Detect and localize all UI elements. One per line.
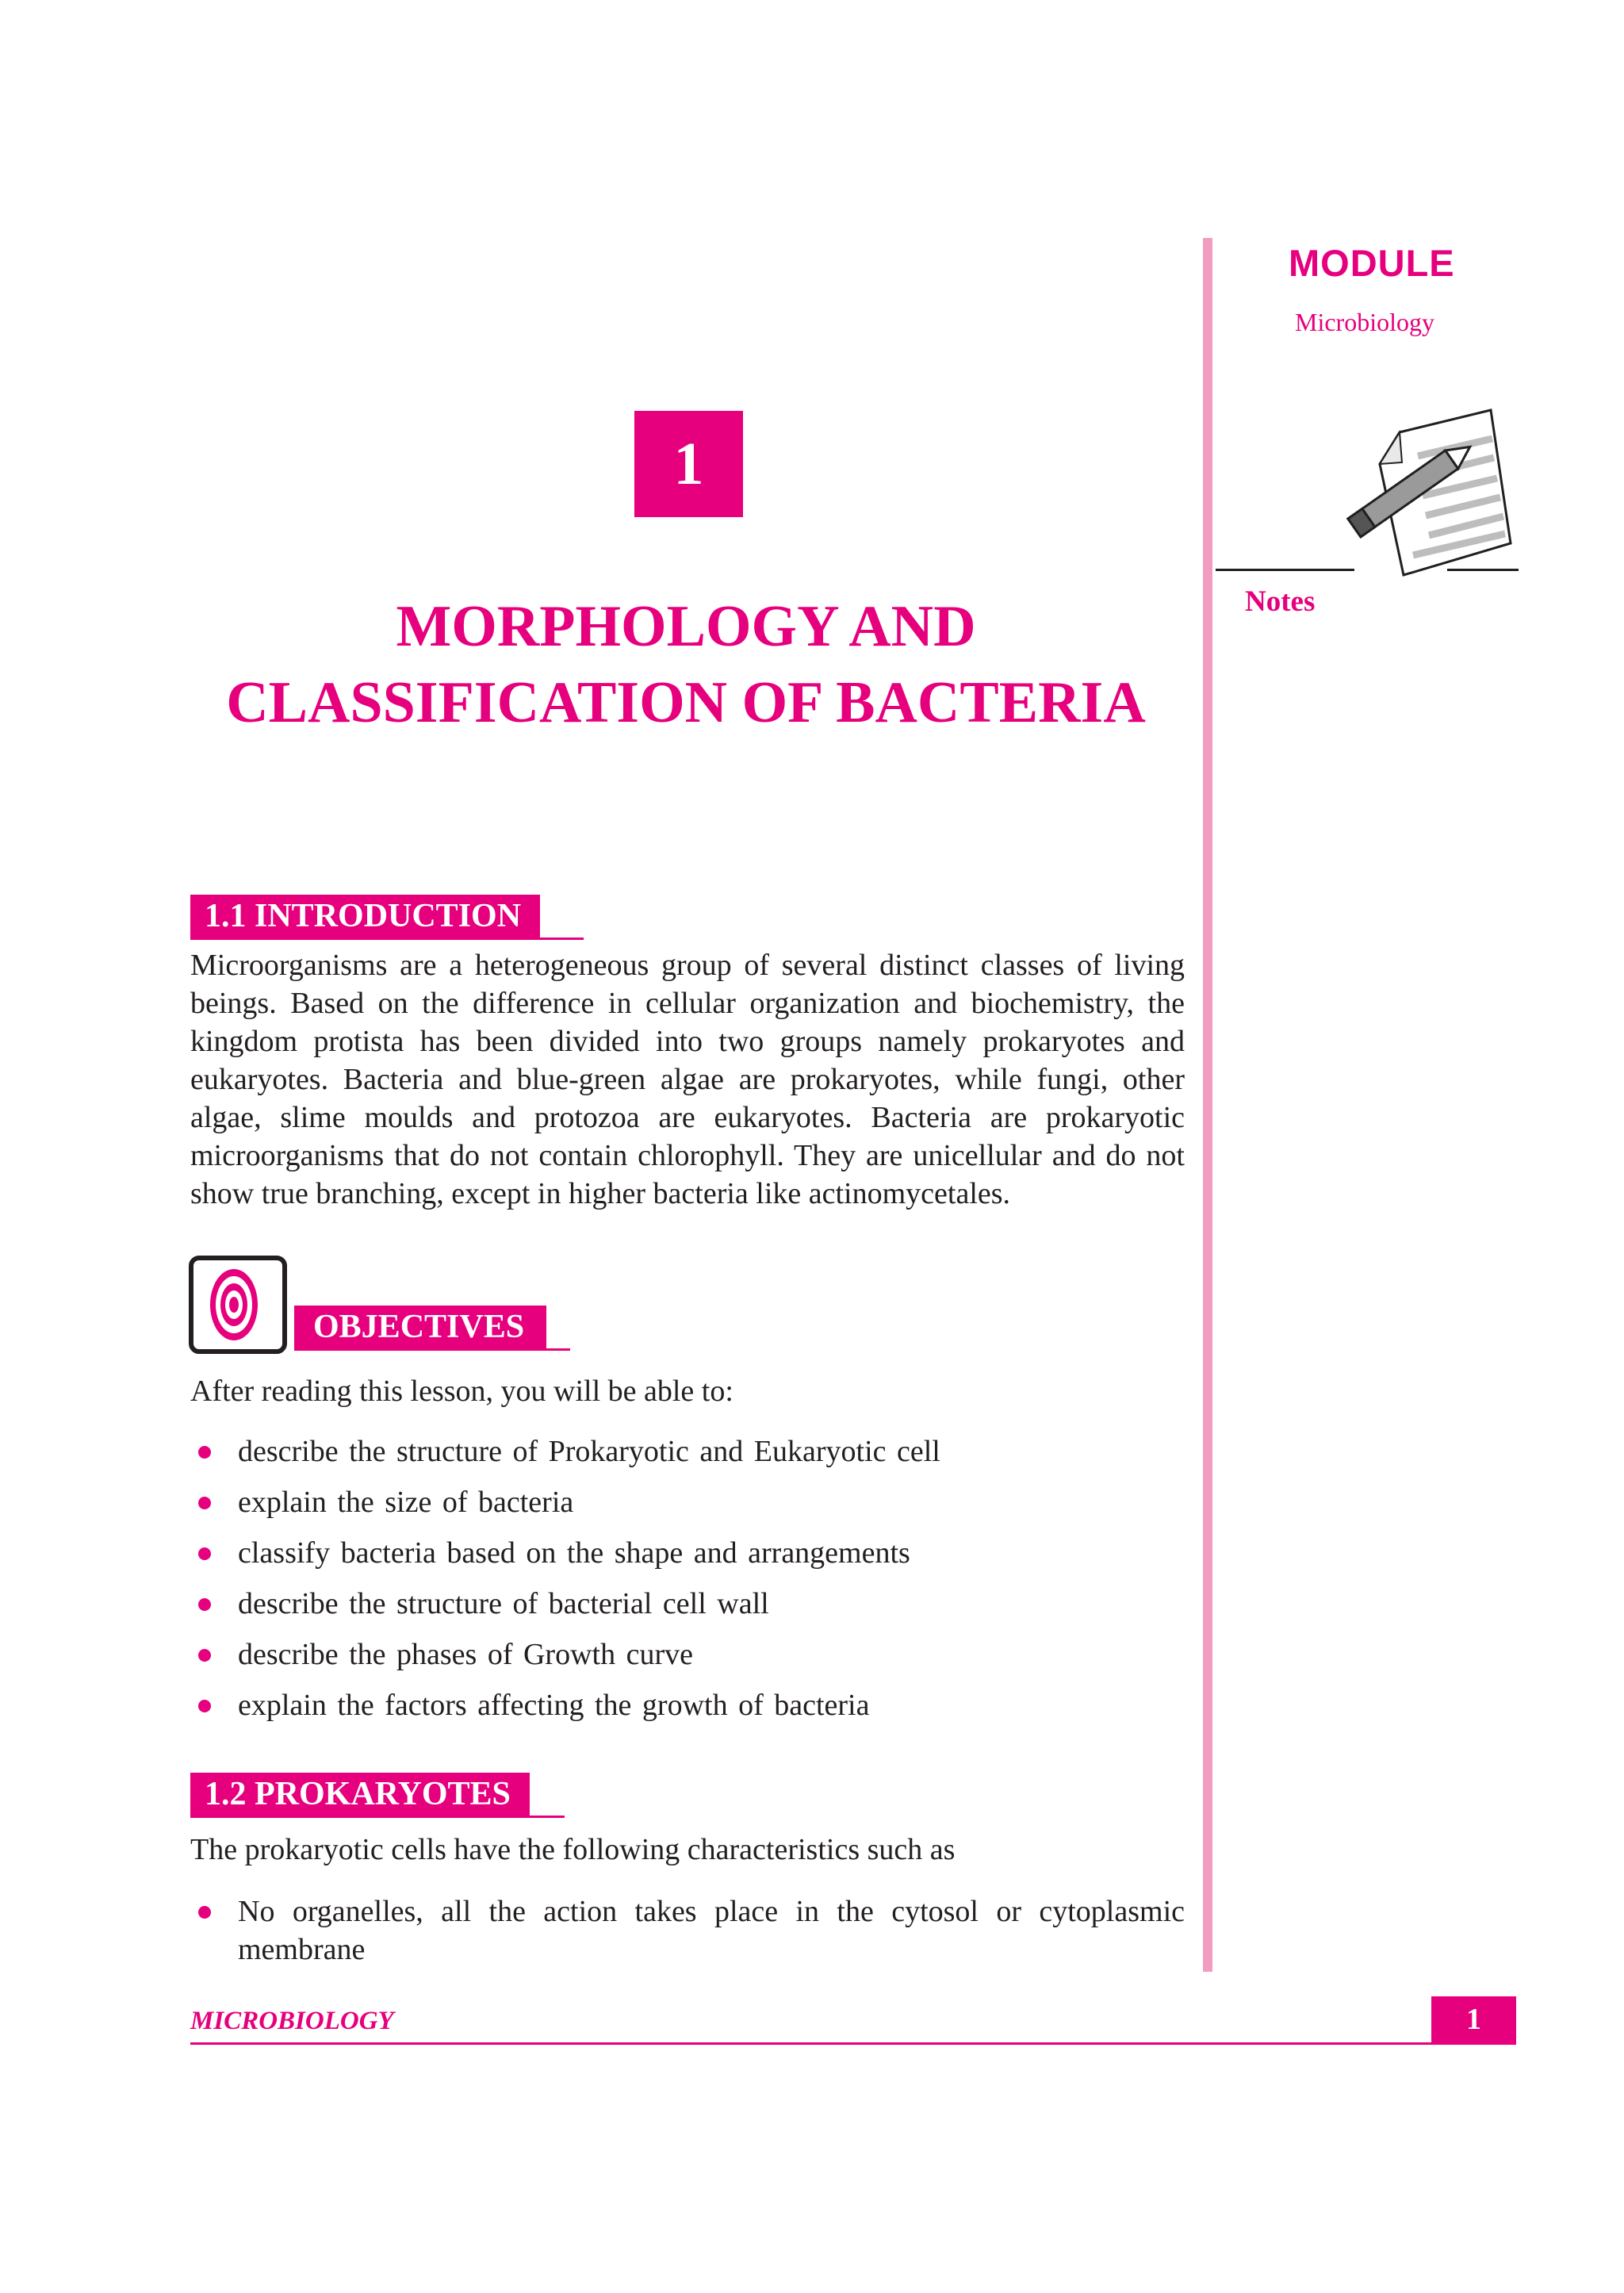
notes-rule-left (1216, 569, 1354, 571)
section-introduction-header (190, 895, 540, 938)
bullet-icon (198, 1906, 211, 1919)
introduction-paragraph: Microorganisms are a heterogeneous group of several distinct classes of living beings. Based on the difference in cellular organization and biochemistry, the kingdom protista has been divided into two groups namely prokaryotes and eukaryotes. Bacteria and blue-green algae are prokaryotes, while fungi, other algae, slime moulds and protozoa are eukaryotes. Bacteria are prokaryotic microorganisms that do not contain chlorophyll. They are unicellular and do not show true branching, except in higher bacteria like actinomycetales. (190, 949, 1185, 1210)
chapter-number: 1 (634, 411, 743, 517)
notepad-pencil-icon (1324, 401, 1522, 607)
notes-rule-right (1447, 569, 1519, 571)
bullet-icon (198, 1598, 211, 1611)
list-item: describe the phases of Growth curve (190, 1635, 1185, 1686)
section-heading: 1.1 INTRODUCTION (190, 895, 540, 938)
module-subject: Microbiology (1295, 308, 1434, 336)
objectives-list (190, 1432, 1185, 1737)
bullet-icon (198, 1446, 211, 1459)
list-item: describe the structure of Prokaryotic and Eukaryotic cell (190, 1432, 1185, 1483)
list-item: No organelles, all the action takes place in the cytosol or cytoplasmic membrane (190, 1892, 1185, 1969)
notes-label: Notes (1245, 585, 1316, 618)
chapter-title (159, 589, 1213, 741)
list-item: explain the factors affecting the growth of bacteria (190, 1686, 1185, 1737)
objectives-intro: After reading this lesson, you will be able to: (190, 1375, 733, 1408)
section-underline (190, 938, 584, 940)
target-icon (188, 1255, 288, 1355)
module-label: MODULE (1289, 242, 1455, 284)
list-item: classify bacteria based on the shape and arrangements (190, 1534, 1185, 1585)
section-prokaryotes-header (190, 1773, 530, 1816)
prokaryotes-list (190, 1892, 1185, 1969)
list-item: explain the size of bacteria (190, 1483, 1185, 1534)
section-heading: 1.2 PROKARYOTES (190, 1773, 530, 1816)
objectives-heading: OBJECTIVES (294, 1306, 546, 1349)
footer-subject: MICROBIOLOGY (190, 2007, 394, 2035)
sidebar-divider (1203, 238, 1212, 1972)
objectives-header (294, 1306, 546, 1349)
objectives-underline (294, 1348, 570, 1351)
bullet-icon (198, 1497, 211, 1509)
bullet-icon (198, 1547, 211, 1560)
prokaryotes-intro: The prokaryotic cells have the following characteristics such as (190, 1833, 956, 1866)
bullet-icon (198, 1649, 211, 1662)
list-item: describe the structure of bacterial cell wall (190, 1585, 1185, 1635)
chapter-title-line-2: CLASSIFICATION OF BACTERIA (226, 670, 1146, 735)
bullet-icon (198, 1700, 211, 1712)
footer-rule (190, 2042, 1516, 2045)
chapter-title-line-1: MORPHOLOGY AND (396, 594, 976, 659)
section-underline (190, 1816, 565, 1818)
page-number: 1 (1431, 1996, 1516, 2042)
